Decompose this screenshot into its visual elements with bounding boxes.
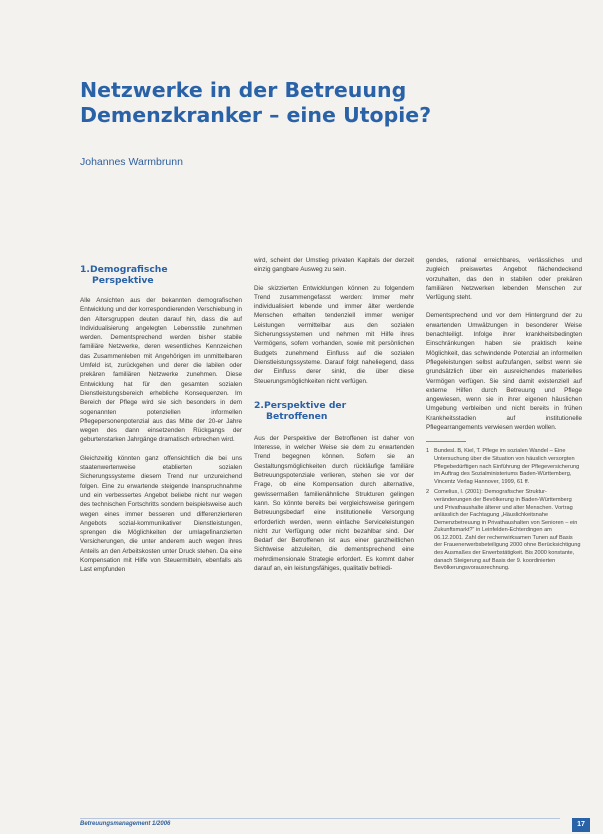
- footer-journal: Betreuungsmanagement 1/2006: [80, 821, 171, 827]
- section-1-heading-line2: Perspektive: [92, 275, 154, 286]
- section-1-number: 1.: [80, 264, 90, 275]
- article-title: Netzwerke in der Betreuung Demenzkranker – eine Utopie?: [80, 78, 432, 127]
- section-2-heading: [254, 400, 414, 422]
- column-2: [254, 256, 414, 582]
- footnote-divider: [426, 441, 466, 442]
- footnote-text: Bundesl. B, Kiel, T. Pflege im sozialen Wandel – Eine Untersuchung über die Situation von häuslich versorgten Pflegebedürftigen nach Einführung der Pflegeversicherung im Auftrag des Sozialministeriums Baden-Württemberg, Vincentz Verlag Hannover, 1999, 61 ff.: [434, 448, 580, 485]
- column-3-paragraph: Dementsprechend und vor dem Hintergrund der zu erwartenden Umwälzungen in besonderer Weise benachteiligt. Infolge ihrer krankheitsbedingten Einschränkungen haben sie praktisch keine Möglichkeit, das schwindende Potenzial an informellen Pflegeleistungen selbst aufzufangen, selbst wenn sie grundsätzlich über ein ausreichendes materielles Vermögen verfügen. Sie sind damit existenziell auf externe Hilfen durch Betreuung und Pflege angewiesen, wenn sie in ihrer eigenen häuslichen Umgebung verbleiben und nicht bereits in frühen Krankheitsstadien auf institutionelle Pflegearrangements verwiesen werden wollen.: [426, 312, 582, 432]
- footnote-number: 1: [426, 448, 430, 455]
- section-1-continued-paragraph: Die skizzierten Entwicklungen können zu folgendem Trend zusammengefasst werden: Immer mehr individualisiert lebende und immer älter werdende Menschen erhalten tendenziell immer weniger Leistungen vermittelbar aus den sozialen Sicherungssystemen und nehmen mit Hilfe ihres Vermögens, sofern vorhanden, sowie mit persönlichen Budgets zunehmend Einfluss auf die sozialen Dienstleistungssysteme. Darauf folgt naheliegend, dass der Einfluss derer sinkt, die über diese Steuerungsmöglichkeiten nicht verfügen.: [254, 284, 414, 385]
- section-2-heading-line2: Betroffenen: [266, 410, 328, 422]
- article-author: Johannes Warmbrunn: [80, 156, 183, 168]
- footer-divider: [80, 818, 560, 819]
- section-2-paragraph: Aus der Perspektive der Betroffenen ist daher von Interesse, in welcher Weise sie dem zu erwartenden Trend begegnen können. Sofern sie an Gestaltungsmöglichkeiten durch rückläufige familiäre Betreuungspotenziale verlieren, stehen sie vor der Frage, ob eine Kompensation durch alternative, gewissermaßen familienähnliche Strukturen gelingen kann. So könnte bereits bei vergleichsweise geringem Betreuungsbedarf eine institutionelle Versorgung erforderlich werden, wenn einfache Serviceleistungen nicht zur Verfügung oder nicht bezahlbar sind. Der Bedarf der Betroffenen ist aus einer ganzheitlichen Sichtweise abzuleiten, die dementsprechend eine mehrdimensionale Strategie erfordert. Es kommt daher darauf an, ein leistungsfähiges, qualitativ befriedi-: [254, 434, 414, 573]
- footnote-text: Comelius, I. (2001): Demografischer Strukturveränderungen der Bevölkerung in Baden-Württemberg und Privathaushalte älterer und alter Menschen. Vortrag anlässlich der Fachtagung „Häuslichkeitsnahe Demenzbetreuung in Privathaushalten von Senioren – ein Zukunftsmarkt?“ in Leinfelden-Echterdingen am 06.12.2001. Zahl der rechenwirksamen Tunen auf Basis der Frauenerwerbsbeteiligung 2000 ohne Berücksichtigung des Ausmaßes der Erwerbstätigkeit. Bis 2000 konstante, danach Steigerung auf Basis der 9. koordinierten Bevölkerungsvorausrechnung.: [434, 489, 581, 572]
- footnote: [426, 448, 582, 486]
- column-3-paragraph: gendes, rational erreichbares, verlässliches und zugleich preiswertes Angebot flächendeckend vorzuhalten, das den in stabilen oder prekären familiären Netzwerken lebenden Menschen zur Verfügung steht.: [426, 257, 582, 302]
- section-1-heading-line1: Demografische: [90, 264, 168, 275]
- footnote-number: 2: [426, 489, 430, 496]
- section-2-number: 2.: [254, 399, 264, 411]
- column-1: [80, 264, 242, 584]
- section-2-heading-line1: Perspektive der: [264, 399, 347, 411]
- section-1-paragraph: Alle Ansichten aus der bekannten demografischen Entwicklung und der korrespondierenden Verschiebung in den Altersgruppen deuten darauf hin, dass die auf Individualisierung angelegten Lebensstile zunehmen werden. Dementsprechend werden bisher stabile familiäre Netzwerke, deren wesentliches Kennzeichen das Zusammenleben mit Angehörigen im unmittelbaren Umfeld ist, zurückgehen und derer die labilen oder prekären familiären Netzwerke zunehmen. Diese Entwicklung hat für den gesamten sozialen Dienstleistungsbereich erhebliche Konsequenzen. Im Bereich der Pflege wird sie sich besonders in dem sogenannten potenziellen informellen Pflegepersonenpotenzial aus das Mitte der 20-er Jahre wegen des dann einsetzenden Rückgangs der geburtenstarken Jahrgänge dramatisch erbrechen wird.: [80, 297, 242, 444]
- section-1-heading: [80, 264, 242, 286]
- section-1-paragraph: Gleichzeitig könnten ganz offensichtlich die bei uns staatenwertenweise etablierten sozialen Sicherungssysteme diesem Trend nur unzureichend folgen. Eine zu erwartende steigende Inanspruchnahme und ein verbessertes Angebot beliebe nicht nur wegen des technischen Fortschritts sondern beispielsweise auch wegen eines immer besseren und differenzierteren Angebots sozial-kommunikativer Dienstleistungen, sprengen die Möglichkeiten der umlagefinanzierten Versicherungen, die unter anderem auch wegen ihres Anteils an den Arbeitskosten unter Druck stehen. Da eine Kompensation mit Hilfe von Steuermitteln, ebenfalls als Last empfunden: [80, 454, 242, 574]
- column-3: [426, 256, 582, 576]
- section-1-continued-paragraph: wird, scheint der Umstieg privaten Kapitals der derzeit einzig gangbare Ausweg zu sein.: [254, 257, 414, 274]
- page-number: 17: [572, 818, 590, 832]
- footnote: [426, 489, 582, 573]
